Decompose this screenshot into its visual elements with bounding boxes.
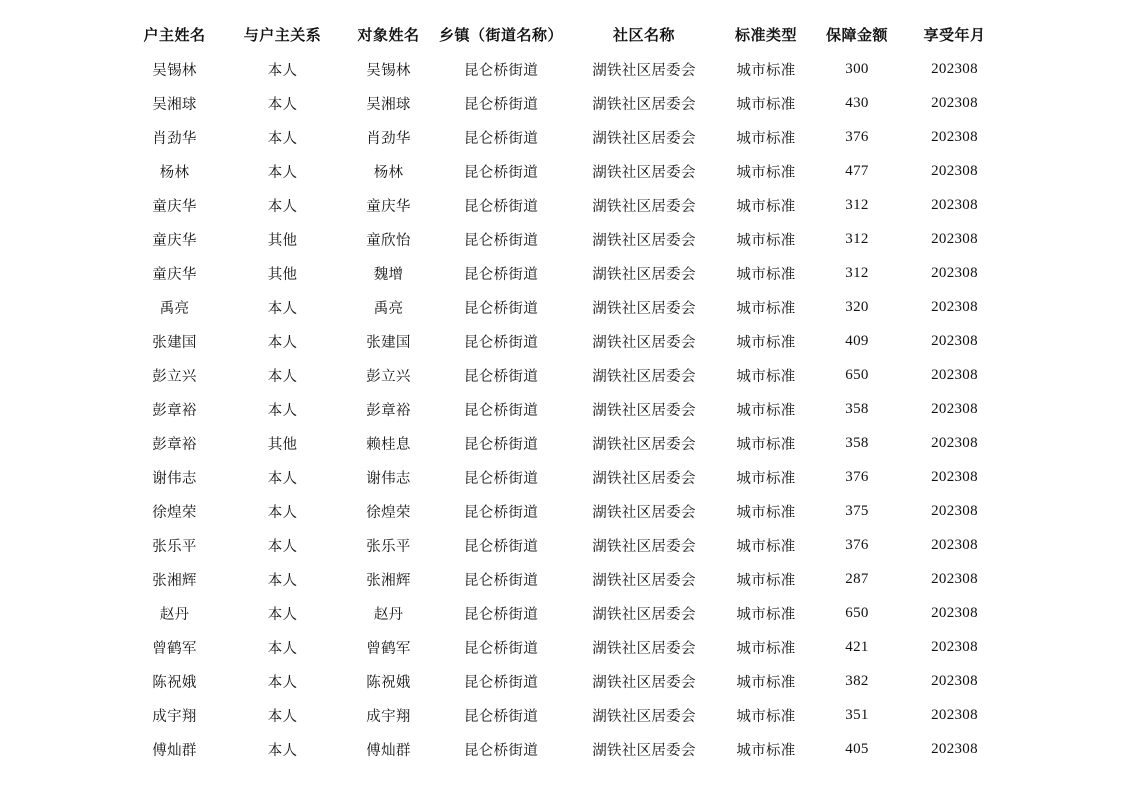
cell-township: 昆仑桥街道 xyxy=(464,538,538,555)
table-row xyxy=(124,528,1004,562)
cell-relation: 本人 xyxy=(267,130,298,147)
cell-community: 湖铁社区居委会 xyxy=(592,402,696,419)
cell-period: 202308 xyxy=(931,604,978,621)
cell-household-head: 曾鹤军 xyxy=(152,640,197,657)
cell-standard-type: 城市标准 xyxy=(736,232,796,249)
cell-household-head: 肖劲华 xyxy=(152,130,197,147)
cell-township: 昆仑桥街道 xyxy=(464,334,538,351)
table-row xyxy=(124,562,1004,596)
cell-relation: 本人 xyxy=(267,368,298,385)
table-body xyxy=(124,52,1004,766)
cell-standard-type: 城市标准 xyxy=(736,606,796,623)
cell-amount: 287 xyxy=(845,570,869,587)
cell-community: 湖铁社区居委会 xyxy=(592,198,696,215)
cell-amount: 320 xyxy=(845,298,869,315)
table-row xyxy=(124,188,1004,222)
cell-township: 昆仑桥街道 xyxy=(464,62,538,79)
header-relation: 与户主关系 xyxy=(243,25,322,44)
cell-township: 昆仑桥街道 xyxy=(464,402,538,419)
cell-recipient-name: 徐煌荣 xyxy=(366,504,411,521)
table-row xyxy=(124,324,1004,358)
cell-standard-type: 城市标准 xyxy=(736,402,796,419)
cell-recipient-name: 吴湘球 xyxy=(366,96,411,113)
cell-amount: 382 xyxy=(845,672,869,689)
cell-period: 202308 xyxy=(931,502,978,519)
beneficiary-table-page xyxy=(124,16,1004,766)
cell-household-head: 吴湘球 xyxy=(152,96,197,113)
header-household-head: 户主姓名 xyxy=(143,25,206,44)
cell-standard-type: 城市标准 xyxy=(736,708,796,725)
cell-recipient-name: 童欣怡 xyxy=(366,232,411,249)
cell-household-head: 张乐平 xyxy=(152,538,197,555)
cell-amount: 477 xyxy=(845,162,869,179)
cell-household-head: 彭章裕 xyxy=(152,402,197,419)
table-row xyxy=(124,392,1004,426)
cell-amount: 376 xyxy=(845,536,869,553)
cell-community: 湖铁社区居委会 xyxy=(592,334,696,351)
cell-household-head: 杨林 xyxy=(159,164,190,181)
cell-township: 昆仑桥街道 xyxy=(464,436,538,453)
cell-relation: 本人 xyxy=(267,96,298,113)
header-period: 享受年月 xyxy=(923,25,986,44)
table-row xyxy=(124,732,1004,766)
cell-recipient-name: 曾鹤军 xyxy=(366,640,411,657)
table-row xyxy=(124,222,1004,256)
cell-relation: 本人 xyxy=(267,674,298,691)
table-row xyxy=(124,154,1004,188)
cell-period: 202308 xyxy=(931,536,978,553)
cell-recipient-name: 吴锡林 xyxy=(366,62,411,79)
cell-recipient-name: 禹亮 xyxy=(373,300,404,317)
cell-township: 昆仑桥街道 xyxy=(464,198,538,215)
cell-community: 湖铁社区居委会 xyxy=(592,266,696,283)
cell-township: 昆仑桥街道 xyxy=(464,300,538,317)
cell-relation: 本人 xyxy=(267,640,298,657)
header-community: 社区名称 xyxy=(612,25,675,44)
cell-recipient-name: 彭章裕 xyxy=(366,402,411,419)
cell-household-head: 赵丹 xyxy=(159,606,190,623)
cell-household-head: 禹亮 xyxy=(159,300,190,317)
cell-community: 湖铁社区居委会 xyxy=(592,62,696,79)
cell-amount: 650 xyxy=(845,604,869,621)
table-row xyxy=(124,358,1004,392)
cell-recipient-name: 成宇翔 xyxy=(366,708,411,725)
table-header-row xyxy=(124,16,1004,52)
cell-township: 昆仑桥街道 xyxy=(464,470,538,487)
cell-recipient-name: 彭立兴 xyxy=(366,368,411,385)
cell-period: 202308 xyxy=(931,60,978,77)
cell-standard-type: 城市标准 xyxy=(736,62,796,79)
cell-community: 湖铁社区居委会 xyxy=(592,130,696,147)
cell-relation: 本人 xyxy=(267,198,298,215)
cell-community: 湖铁社区居委会 xyxy=(592,606,696,623)
cell-community: 湖铁社区居委会 xyxy=(592,742,696,759)
cell-amount: 430 xyxy=(845,94,869,111)
cell-township: 昆仑桥街道 xyxy=(464,368,538,385)
cell-amount: 312 xyxy=(845,264,869,281)
cell-period: 202308 xyxy=(931,434,978,451)
table-row xyxy=(124,120,1004,154)
cell-township: 昆仑桥街道 xyxy=(464,742,538,759)
cell-amount: 421 xyxy=(845,638,869,655)
cell-standard-type: 城市标准 xyxy=(736,130,796,147)
cell-township: 昆仑桥街道 xyxy=(464,266,538,283)
cell-household-head: 童庆华 xyxy=(152,232,197,249)
cell-period: 202308 xyxy=(931,366,978,383)
cell-relation: 本人 xyxy=(267,164,298,181)
cell-period: 202308 xyxy=(931,230,978,247)
cell-amount: 376 xyxy=(845,128,869,145)
cell-household-head: 童庆华 xyxy=(152,266,197,283)
cell-township: 昆仑桥街道 xyxy=(464,232,538,249)
cell-relation: 本人 xyxy=(267,742,298,759)
cell-household-head: 成宇翔 xyxy=(152,708,197,725)
table-row xyxy=(124,698,1004,732)
cell-period: 202308 xyxy=(931,332,978,349)
cell-amount: 351 xyxy=(845,706,869,723)
cell-amount: 376 xyxy=(845,468,869,485)
cell-township: 昆仑桥街道 xyxy=(464,96,538,113)
table-row xyxy=(124,630,1004,664)
header-amount: 保障金额 xyxy=(825,25,888,44)
cell-recipient-name: 谢伟志 xyxy=(366,470,411,487)
cell-community: 湖铁社区居委会 xyxy=(592,538,696,555)
cell-household-head: 彭立兴 xyxy=(152,368,197,385)
cell-relation: 本人 xyxy=(267,572,298,589)
cell-township: 昆仑桥街道 xyxy=(464,130,538,147)
cell-relation: 其他 xyxy=(267,266,298,283)
cell-household-head: 张建国 xyxy=(152,334,197,351)
cell-household-head: 吴锡林 xyxy=(152,62,197,79)
cell-standard-type: 城市标准 xyxy=(736,538,796,555)
cell-community: 湖铁社区居委会 xyxy=(592,640,696,657)
table-row xyxy=(124,52,1004,86)
cell-standard-type: 城市标准 xyxy=(736,300,796,317)
cell-amount: 650 xyxy=(845,366,869,383)
cell-community: 湖铁社区居委会 xyxy=(592,164,696,181)
cell-community: 湖铁社区居委会 xyxy=(592,96,696,113)
cell-standard-type: 城市标准 xyxy=(736,640,796,657)
cell-township: 昆仑桥街道 xyxy=(464,572,538,589)
cell-township: 昆仑桥街道 xyxy=(464,640,538,657)
cell-period: 202308 xyxy=(931,128,978,145)
cell-standard-type: 城市标准 xyxy=(736,198,796,215)
cell-standard-type: 城市标准 xyxy=(736,436,796,453)
table-row xyxy=(124,256,1004,290)
cell-amount: 300 xyxy=(845,60,869,77)
cell-amount: 409 xyxy=(845,332,869,349)
cell-standard-type: 城市标准 xyxy=(736,164,796,181)
cell-recipient-name: 杨林 xyxy=(373,164,404,181)
cell-standard-type: 城市标准 xyxy=(736,572,796,589)
cell-relation: 本人 xyxy=(267,470,298,487)
cell-recipient-name: 童庆华 xyxy=(366,198,411,215)
table-row xyxy=(124,86,1004,120)
cell-relation: 本人 xyxy=(267,334,298,351)
cell-period: 202308 xyxy=(931,706,978,723)
table-row xyxy=(124,460,1004,494)
cell-standard-type: 城市标准 xyxy=(736,742,796,759)
cell-period: 202308 xyxy=(931,298,978,315)
cell-recipient-name: 魏增 xyxy=(373,266,404,283)
cell-household-head: 彭章裕 xyxy=(152,436,197,453)
cell-household-head: 张湘辉 xyxy=(152,572,197,589)
cell-township: 昆仑桥街道 xyxy=(464,674,538,691)
cell-period: 202308 xyxy=(931,400,978,417)
cell-period: 202308 xyxy=(931,162,978,179)
cell-recipient-name: 陈祝娥 xyxy=(366,674,411,691)
cell-community: 湖铁社区居委会 xyxy=(592,674,696,691)
table-row xyxy=(124,664,1004,698)
cell-relation: 本人 xyxy=(267,708,298,725)
cell-community: 湖铁社区居委会 xyxy=(592,232,696,249)
table-row xyxy=(124,494,1004,528)
cell-standard-type: 城市标准 xyxy=(736,470,796,487)
cell-relation: 本人 xyxy=(267,62,298,79)
cell-household-head: 徐煌荣 xyxy=(152,504,197,521)
cell-relation: 其他 xyxy=(267,232,298,249)
cell-community: 湖铁社区居委会 xyxy=(592,504,696,521)
cell-township: 昆仑桥街道 xyxy=(464,504,538,521)
cell-community: 湖铁社区居委会 xyxy=(592,708,696,725)
cell-township: 昆仑桥街道 xyxy=(464,164,538,181)
cell-period: 202308 xyxy=(931,196,978,213)
cell-amount: 358 xyxy=(845,434,869,451)
cell-amount: 405 xyxy=(845,740,869,757)
header-township: 乡镇（街道名称） xyxy=(438,25,563,44)
cell-community: 湖铁社区居委会 xyxy=(592,300,696,317)
cell-amount: 312 xyxy=(845,230,869,247)
cell-relation: 本人 xyxy=(267,606,298,623)
cell-recipient-name: 张湘辉 xyxy=(366,572,411,589)
cell-township: 昆仑桥街道 xyxy=(464,606,538,623)
cell-period: 202308 xyxy=(931,672,978,689)
header-standard-type: 标准类型 xyxy=(734,25,797,44)
cell-relation: 本人 xyxy=(267,300,298,317)
cell-standard-type: 城市标准 xyxy=(736,96,796,113)
cell-relation: 本人 xyxy=(267,402,298,419)
cell-amount: 312 xyxy=(845,196,869,213)
table-row xyxy=(124,290,1004,324)
cell-period: 202308 xyxy=(931,94,978,111)
table-row xyxy=(124,596,1004,630)
cell-standard-type: 城市标准 xyxy=(736,334,796,351)
cell-household-head: 傅灿群 xyxy=(152,742,197,759)
cell-standard-type: 城市标准 xyxy=(736,266,796,283)
cell-period: 202308 xyxy=(931,264,978,281)
cell-community: 湖铁社区居委会 xyxy=(592,470,696,487)
cell-household-head: 童庆华 xyxy=(152,198,197,215)
table-row xyxy=(124,426,1004,460)
cell-period: 202308 xyxy=(931,638,978,655)
cell-household-head: 陈祝娥 xyxy=(152,674,197,691)
cell-recipient-name: 张乐平 xyxy=(366,538,411,555)
cell-township: 昆仑桥街道 xyxy=(464,708,538,725)
cell-community: 湖铁社区居委会 xyxy=(592,572,696,589)
cell-period: 202308 xyxy=(931,740,978,757)
cell-household-head: 谢伟志 xyxy=(152,470,197,487)
cell-recipient-name: 肖劲华 xyxy=(366,130,411,147)
cell-period: 202308 xyxy=(931,570,978,587)
cell-amount: 375 xyxy=(845,502,869,519)
cell-period: 202308 xyxy=(931,468,978,485)
cell-standard-type: 城市标准 xyxy=(736,674,796,691)
cell-recipient-name: 赵丹 xyxy=(373,606,404,623)
header-recipient-name: 对象姓名 xyxy=(357,25,420,44)
cell-standard-type: 城市标准 xyxy=(736,368,796,385)
cell-recipient-name: 张建国 xyxy=(366,334,411,351)
cell-relation: 其他 xyxy=(267,436,298,453)
cell-community: 湖铁社区居委会 xyxy=(592,436,696,453)
cell-amount: 358 xyxy=(845,400,869,417)
cell-community: 湖铁社区居委会 xyxy=(592,368,696,385)
cell-relation: 本人 xyxy=(267,538,298,555)
cell-recipient-name: 赖桂息 xyxy=(366,436,411,453)
cell-relation: 本人 xyxy=(267,504,298,521)
cell-recipient-name: 傅灿群 xyxy=(366,742,411,759)
beneficiary-table xyxy=(124,16,1004,766)
cell-standard-type: 城市标准 xyxy=(736,504,796,521)
